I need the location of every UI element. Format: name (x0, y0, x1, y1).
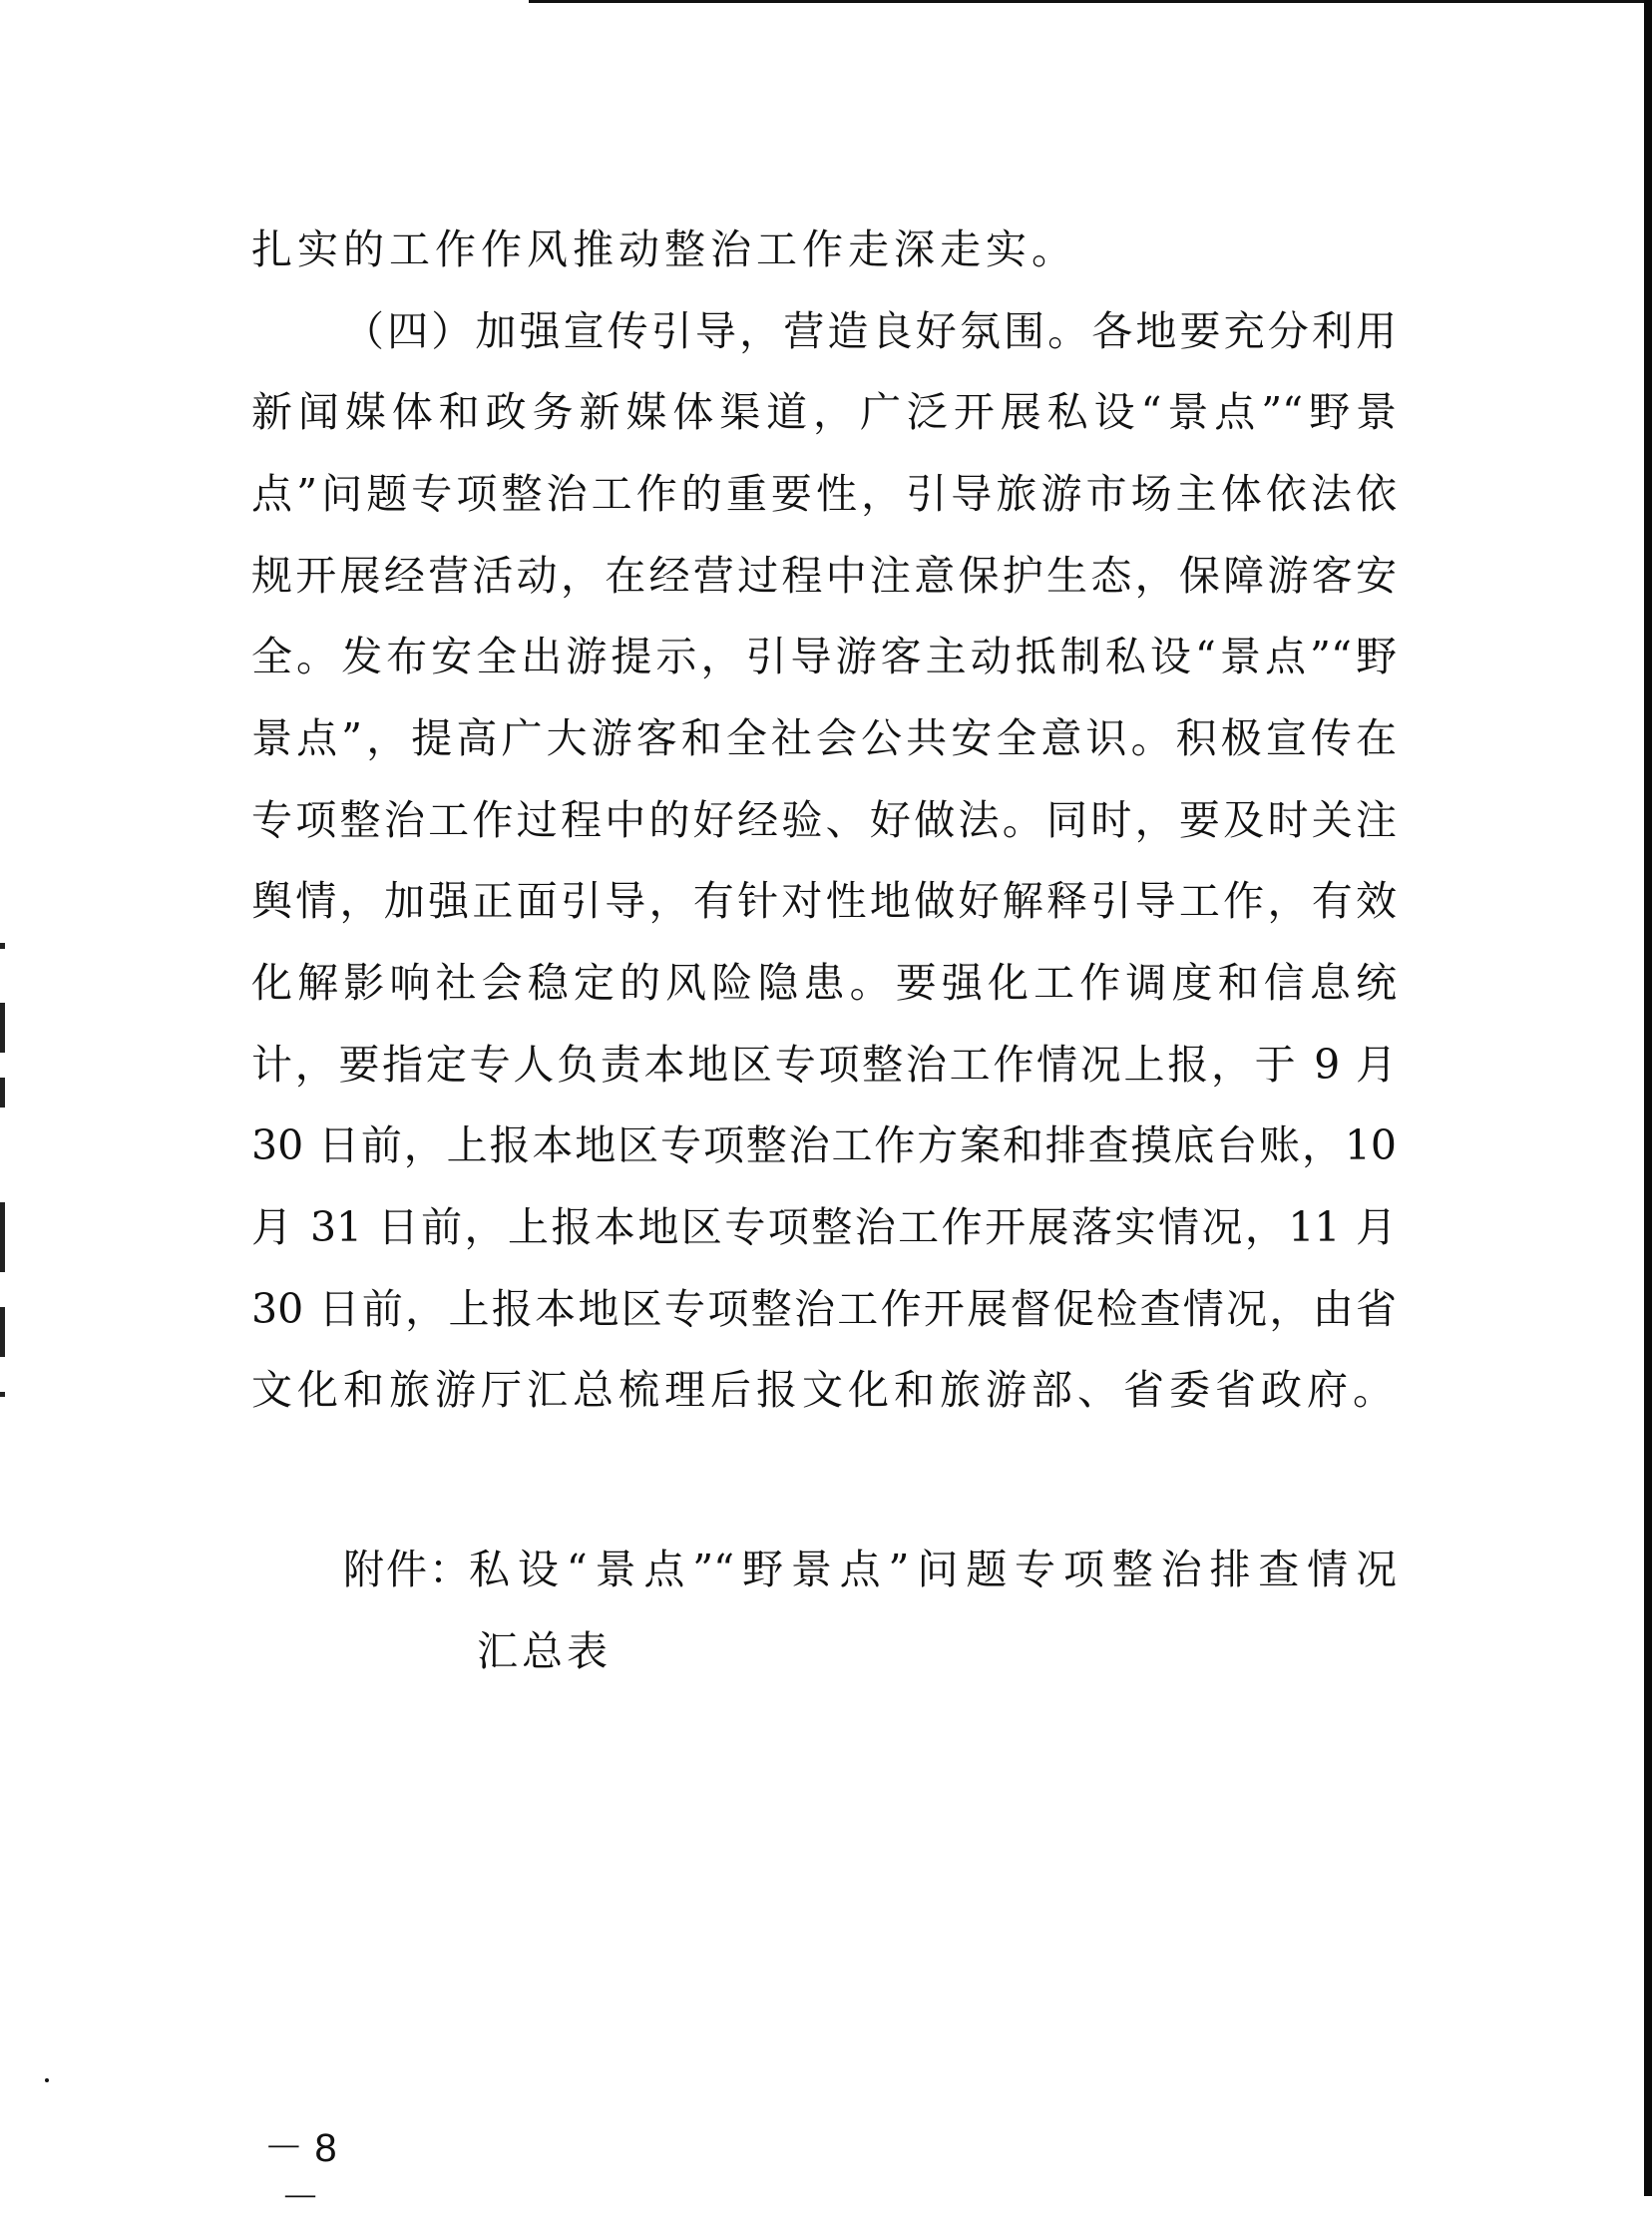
section-heading-line: （四）加强宣传引导，营造良好氛围。各地要充分利用 (343, 307, 1397, 355)
scan-edge-mark (0, 1003, 5, 1053)
body-line: 化解影响社会稳定的风险隐患。要强化工作调度和信息统 (251, 959, 1397, 1007)
body-line: 规开展经营活动，在经营过程中注意保护生态，保障游客安 (251, 552, 1397, 600)
attachment-title: 私设“景点”“野景点”问题专项整治排查情况 (469, 1546, 1397, 1593)
scan-edge-mark (0, 943, 5, 949)
scan-top-edge-line (529, 0, 1652, 3)
scan-right-border (1644, 0, 1652, 2196)
scan-speck (45, 2078, 49, 2082)
body-line: 新闻媒体和政务新媒体渠道，广泛开展私设“景点”“野景 (251, 388, 1397, 436)
scan-edge-mark (0, 1078, 5, 1108)
body-line: 景点”，提高广大游客和全社会公共安全意识。积极宣传在 (251, 714, 1397, 762)
scan-edge-mark (0, 1392, 5, 1397)
body-line: 月 31 日前，上报本地区专项整治工作开展落实情况，11 月 (251, 1203, 1397, 1251)
body-line: 专项整治工作过程中的好经验、好做法。同时，要及时关注 (251, 796, 1397, 844)
body-line: 点”问题专项整治工作的重要性，引导旅游市场主体依法依 (251, 470, 1397, 518)
body-line: 30 日前，上报本地区专项整治工作方案和排查摸底台账，10 (251, 1121, 1397, 1169)
scan-edge-mark (0, 1307, 5, 1357)
body-line: 全。发布安全出游提示，引导游客主动抵制私设“景点”“野 (251, 633, 1397, 680)
body-line: 计，要指定专人负责本地区专项整治工作情况上报，于 9 月 (251, 1041, 1397, 1089)
page-number: － 8 － (263, 2126, 337, 2220)
body-line: 扎实的工作作风推动整治工作走深走实。 (251, 225, 1077, 273)
scan-edge-mark (0, 1202, 5, 1272)
body-line: 舆情，加强正面引导，有针对性地做好解释引导工作，有效 (251, 877, 1397, 925)
body-line: 文化和旅游厅汇总梳理后报文化和旅游部、省委省政府。 (251, 1366, 1399, 1414)
attachment-label: 附件： (343, 1546, 472, 1593)
body-line: 30 日前，上报本地区专项整治工作开展督促检查情况，由省 (251, 1285, 1397, 1333)
attachment-title-continued: 汇总表 (477, 1627, 612, 1675)
